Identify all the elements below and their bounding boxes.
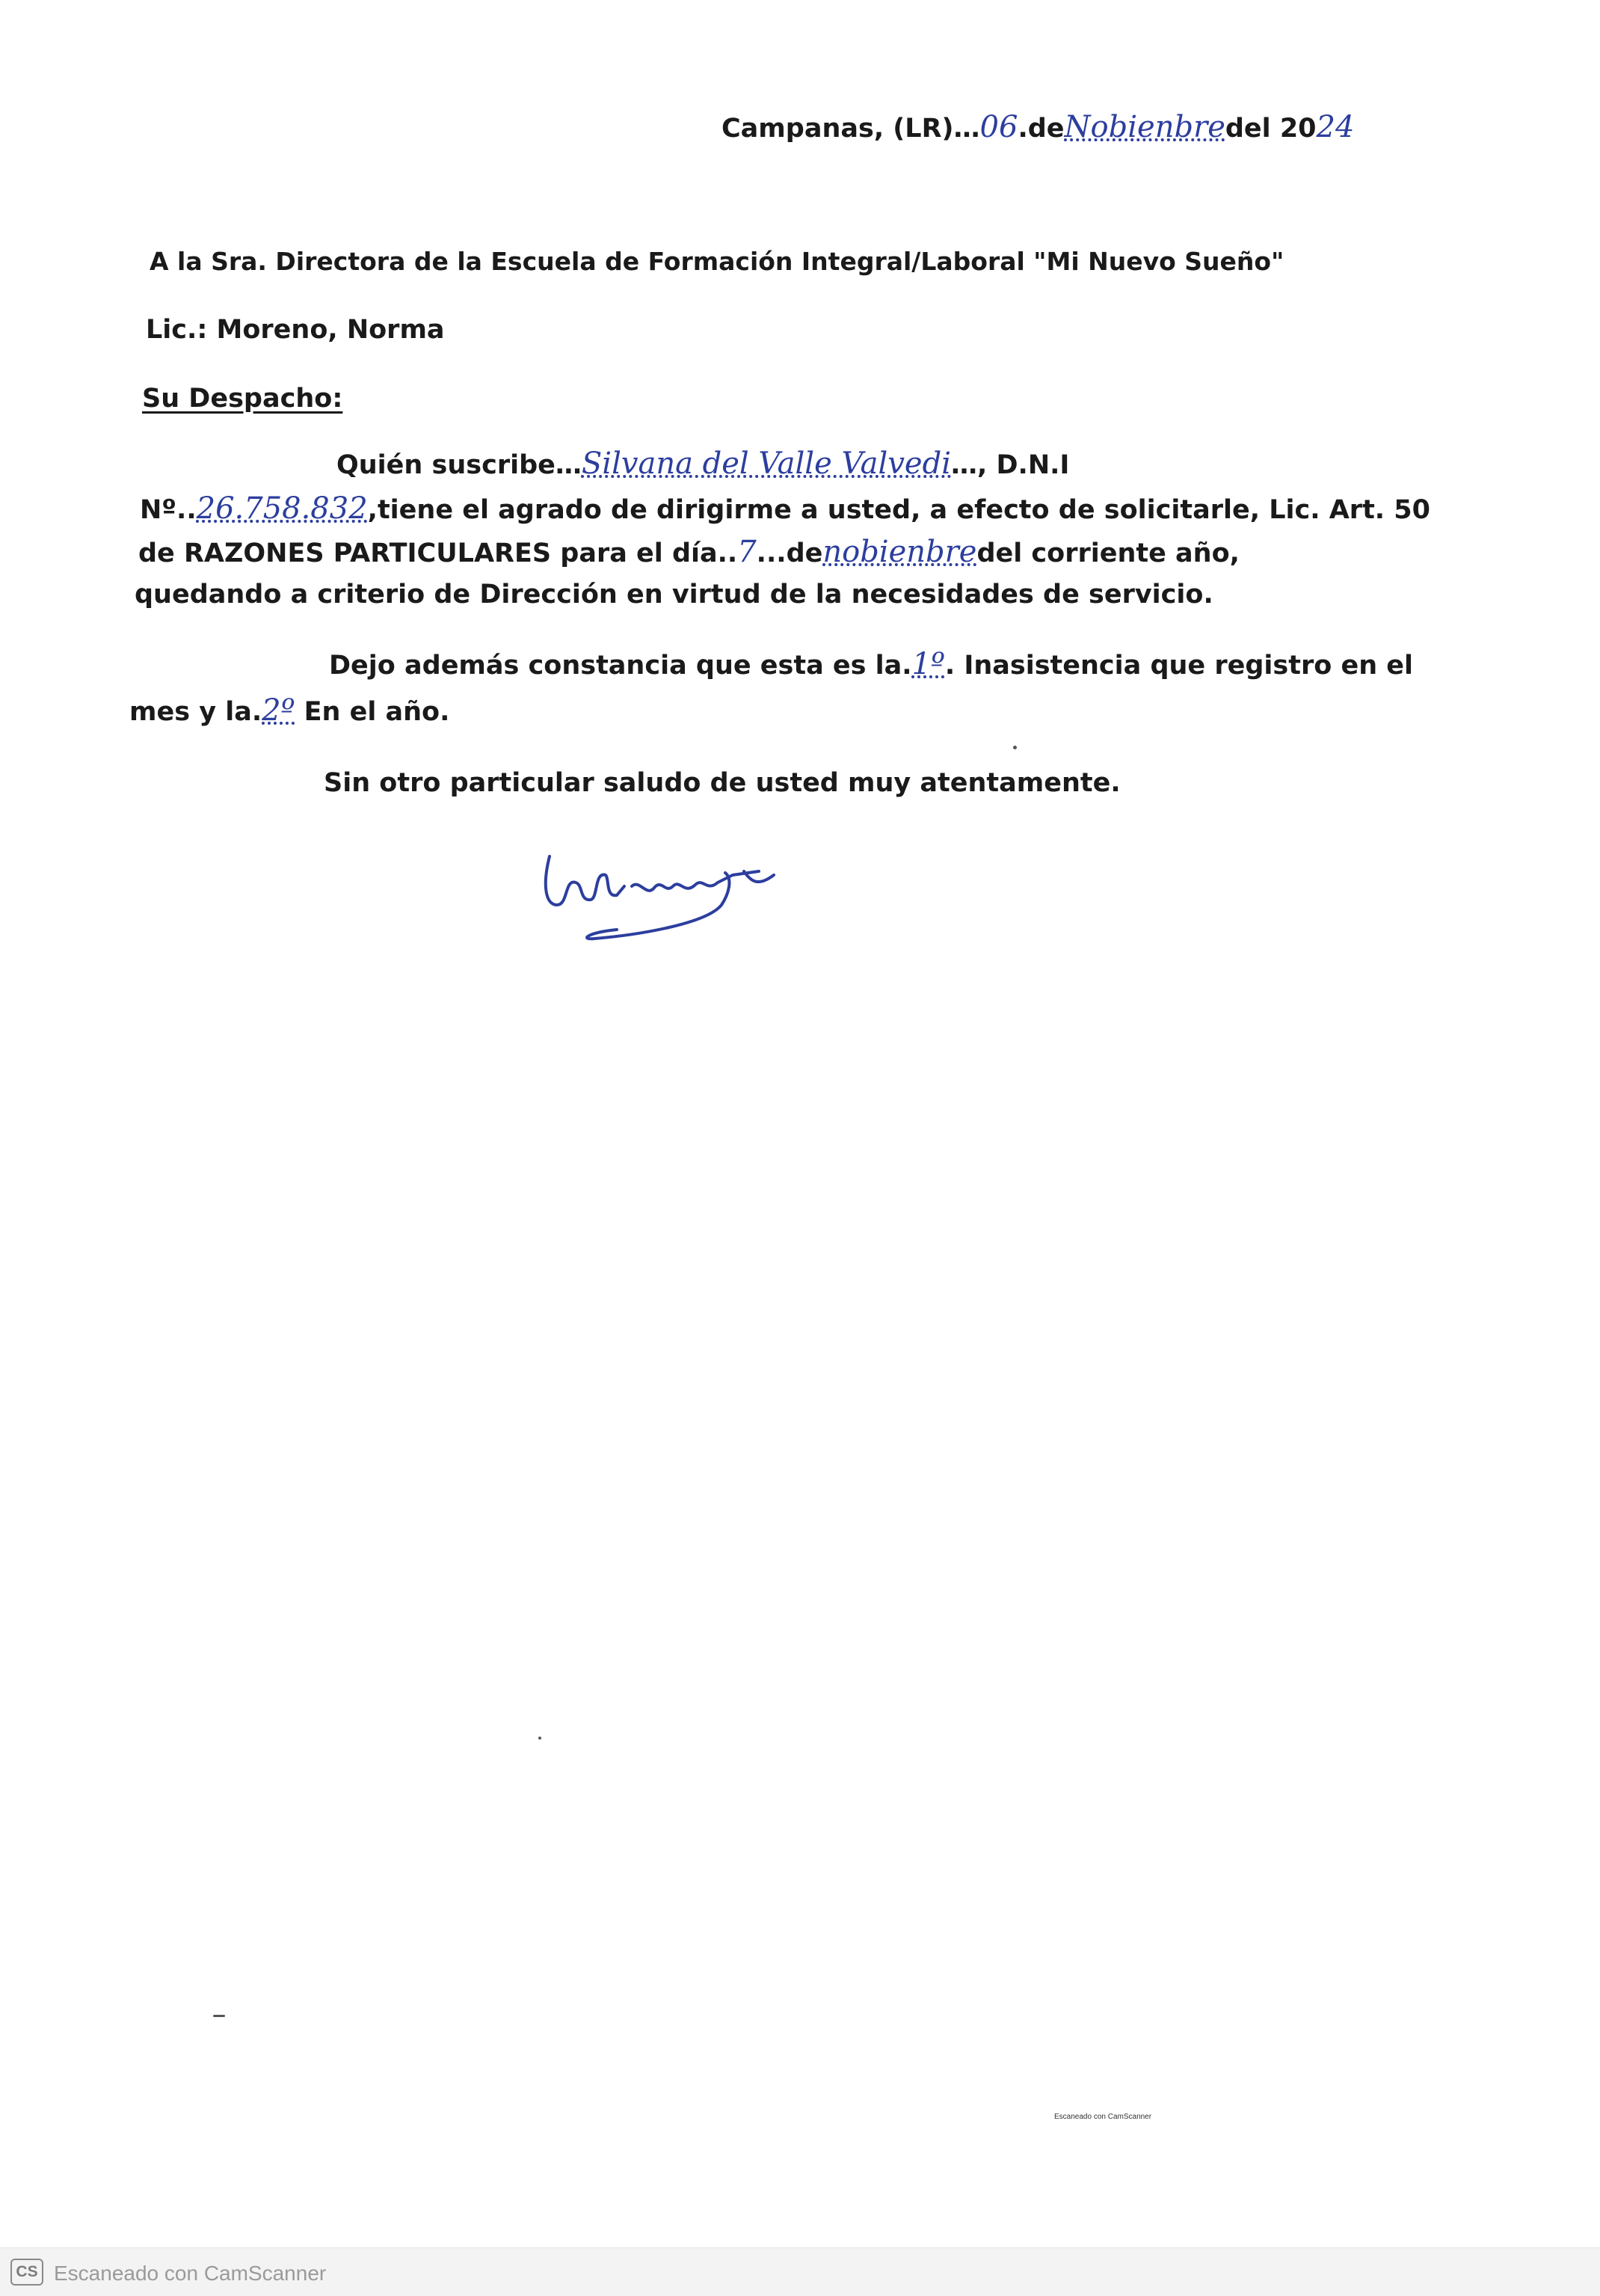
date-year-suffix: 24 xyxy=(1316,110,1355,144)
request-day: 7 xyxy=(737,535,757,569)
paragraph1-line1: Quién suscribe…Silvana del Valle Valvedi…, D.N.I xyxy=(336,446,1070,481)
date-day: 06 xyxy=(979,110,1018,144)
signature xyxy=(535,841,789,954)
camscanner-logo-icon: CS xyxy=(10,2259,43,2286)
paragraph2-line2: mes y la.2º En el año. xyxy=(129,693,450,728)
speck xyxy=(1013,746,1017,749)
camscanner-label: Escaneado con CamScanner xyxy=(54,2262,327,2285)
paragraph1-line4: quedando a criterio de Dirección en virtud de la necesidades de servicio. xyxy=(135,580,1213,610)
speck xyxy=(538,1737,541,1740)
scanner-stamp: Escaneado con CamScanner xyxy=(1054,2113,1152,2121)
signer-name: Silvana del Valle Valvedi xyxy=(581,446,951,481)
closing-line: Sin otro particular saludo de usted muy atentamente. xyxy=(324,768,1121,798)
scanner-footer xyxy=(0,2247,1600,2296)
dni-number: 26.758.832 xyxy=(196,491,368,526)
date-del: del 20 xyxy=(1225,114,1317,144)
date-de: de xyxy=(1027,114,1065,144)
date-month: Nobienbre xyxy=(1064,110,1225,144)
place-text: Campanas, (LR) xyxy=(721,114,954,144)
paragraph1-line3: de RAZONES PARTICULARES para el día..7...denobienbredel corriente año, xyxy=(138,535,1240,569)
paragraph1-line2: Nº..26.758.832,tiene el agrado de dirigirme a usted, a efecto de solicitarle, Lic. Art. 50 xyxy=(140,491,1430,526)
date-line: Campanas, (LR)…06.deNobienbredel 2024 xyxy=(721,110,1355,144)
absence-month: 1º xyxy=(911,647,945,681)
request-month: nobienbre xyxy=(822,535,977,569)
su-despacho: Su Despacho: xyxy=(142,384,343,414)
speck xyxy=(213,2015,225,2017)
recipient-name: Lic.: Moreno, Norma xyxy=(146,315,445,345)
recipient-line: A la Sra. Directora de la Escuela de Formación Integral/Laboral "Mi Nuevo Sueño" xyxy=(150,247,1284,276)
paragraph2-line1: Dejo además constancia que esta es la.1º. Inasistencia que registro en el xyxy=(329,647,1414,681)
absence-year: 2º xyxy=(262,693,295,728)
